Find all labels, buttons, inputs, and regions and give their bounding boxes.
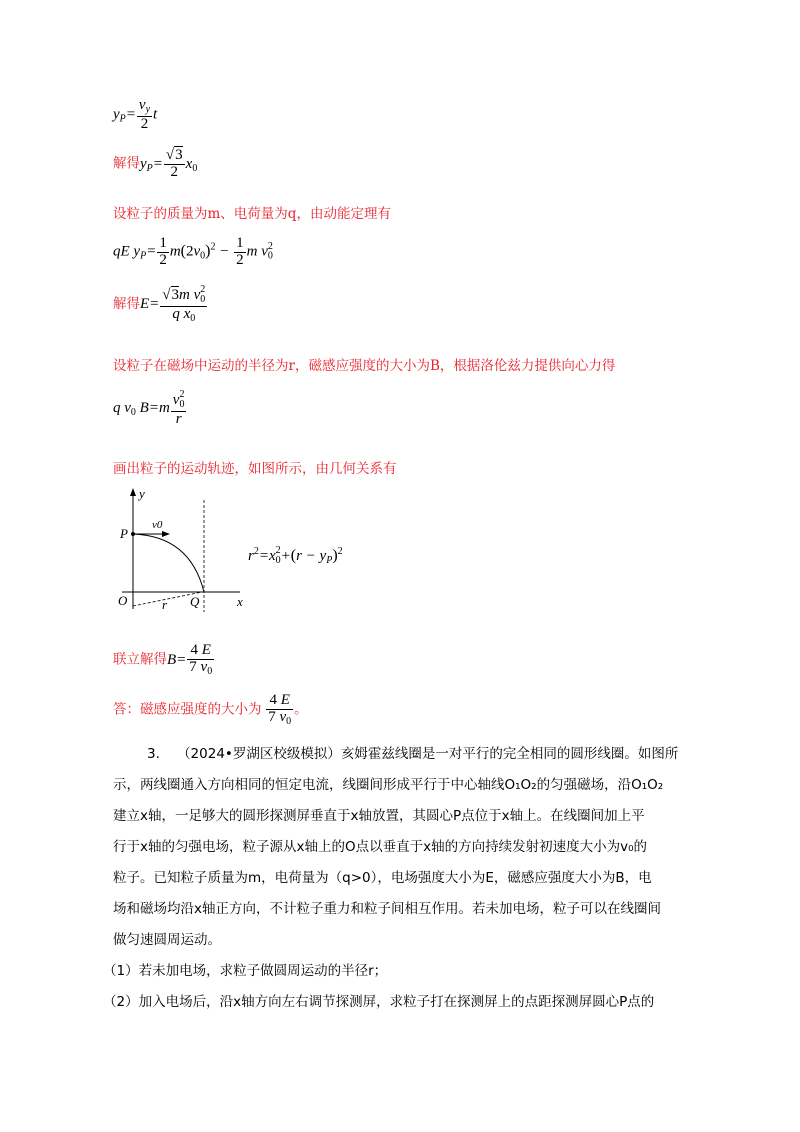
label-r: r [162,597,168,612]
label-y: y [139,486,145,501]
equation-e-result: 解得E= $\frac{√3m v_0^2}{q x_0}$ [113,284,206,324]
problem-line-2: 示，两线圈通入方向相同的恒定电流，线圈间形成平行于中心轴线O₁O₂的匀强磁场，沿O₁O₂ [113,777,664,793]
answer-label: 答：磁感应强度的大小为 [113,701,262,718]
label-Q: Q [190,594,200,609]
equation-lorentz: q $v_0$ B=m $\frac{v_0^2}{r}$ [113,389,185,427]
problem-3 [103,739,713,1018]
equation-yp-result: 解得$y_P=$ $\frac{√3}{2}$ $x_0$ [113,147,198,180]
label-P: P [120,526,128,541]
equation-yp-time: $y_P=$ $\frac{v_y}{2}$ t [113,97,158,132]
equation-energy: qE $y_P=$ $\frac{1}{2}$ $m(2v_0)^2$ − $\frac{1}{2}$ m $v_0^2$ [113,235,273,268]
problem-line-1 [113,739,713,770]
answer-end: 。 [294,701,308,718]
label-v0: v0 [152,519,163,531]
trajectory-figure [112,484,262,614]
problem-line-5: 粒子。已知粒子质量为m，电荷量为（q>0），电场强度大小为E，磁感应强度大小为B，电 [113,870,652,886]
problem-line-7: 做匀速圆周运动。 [113,932,221,948]
label-O: O [118,593,128,608]
question-2: （2）加入电场后，沿x轴方向左右调节探测屏，求粒子打在探测屏上的点距探测屏圆心P点的 [103,994,655,1010]
equation-b-result: 联立解得B= $\frac{4 E}{7 v_0}$ [113,642,213,677]
problem-line-6: 场和磁场均沿x轴正方向，不计粒子重力和粒子间相互作用。若未加电场，粒子可以在线圈间 [113,901,661,917]
combine-label: 联立解得 [113,651,167,668]
problem-line-3: 建立x轴，一足够大的圆形探测屏垂直于x轴放置，其圆心P点位于x轴上。在线圈间加上平 [113,808,645,824]
solve-label: 解得 [113,155,140,172]
answer-line: 答：磁感应强度的大小为 $\frac{4 E}{7 v_0}$ 。 [113,692,308,727]
velocity-arrowhead [162,531,170,537]
question-1: （1）若未加电场，求粒子做圆周运动的半径r； [103,963,388,979]
text-energy-theorem: 设粒子的质量为m、电荷量为q，由动能定理有 [113,206,391,222]
problem-source: （2024•罗湖区校级模拟） [177,746,341,762]
trajectory-arc [133,534,204,592]
y-axis-arrow [130,488,136,496]
text-draw-trajectory: 画出粒子的运动轨迹，如图所示，由几何关系有 [113,461,397,477]
text-lorentz-force: 设粒子在磁场中运动的半径为r，磁感应强度的大小为B，根据洛伦兹力提供向心力得 [113,358,616,374]
equation-geometry: $r^2=x_0^2+(r - y_P)^2$ [248,545,343,566]
problem-text-1: 亥姆霍兹线圈是一对平行的完全相同的圆形线圈。如图所 [340,746,679,762]
problem-number: 3. [147,746,160,762]
label-x: x [237,594,243,609]
solve-label-2: 解得 [113,295,140,312]
problem-line-4: 行于x轴的匀强电场，粒子源从x轴上的O点以垂直于x轴的方向持续发射初速度大小为v₀的 [113,839,647,855]
